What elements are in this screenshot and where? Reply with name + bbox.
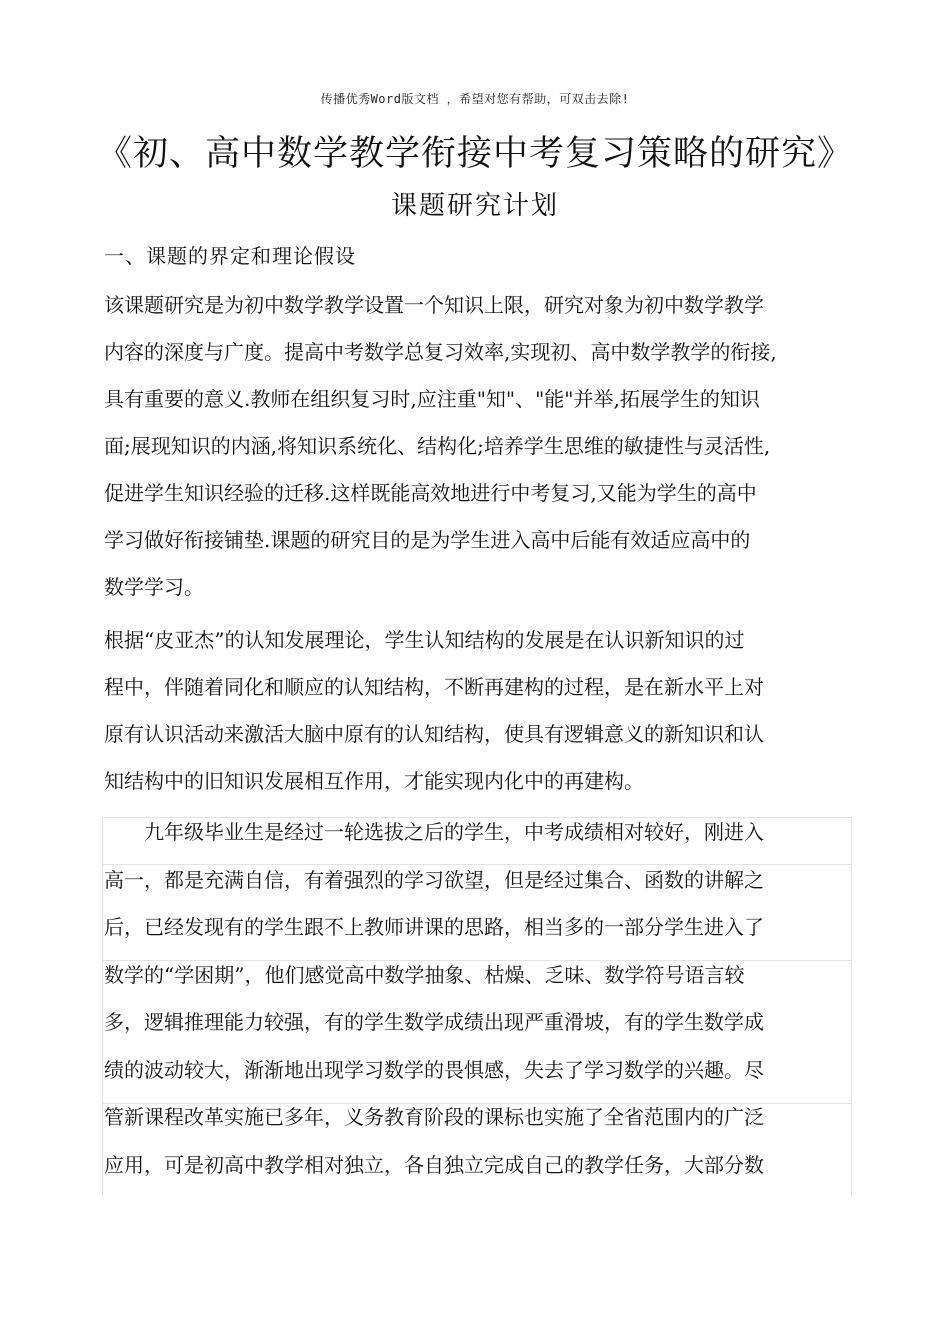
paragraph-2 [104, 625, 854, 813]
paragraph-line: 九年级毕业生是经过一轮选拔之后的学生，中考成绩相对较好，刚进入 [104, 820, 764, 844]
paragraph-3 [104, 817, 854, 1197]
paragraph-1 [104, 290, 854, 619]
paragraph-line: 学习做好衔接铺垫.课题的研究目的是为学生进入高中后能有效适应高中的 [104, 528, 751, 552]
paragraph-line: 促进学生知识经验的迁移.这样既能高效地进行中考复习,又能为学生的高中 [104, 481, 757, 505]
paragraph-line: 程中，伴随着同化和顺应的认知结构，不断再建构的过程，是在新水平上对 [104, 675, 764, 699]
paragraph-line: 知结构中的旧知识发展相互作用，才能实现内化中的再建构。 [104, 769, 644, 793]
paragraph-line: 面;展现知识的内涵,将知识系统化、结构化;培养学生思维的敏捷性与灵活性, [104, 434, 771, 458]
paragraph-line: 原有认识活动来激活大脑中原有的认知结构，使具有逻辑意义的新知识和认 [104, 722, 764, 746]
paragraph-line: 根据“皮亚杰”的认知发展理论，学生认知结构的发展是在认识新知识的过 [104, 628, 745, 652]
paragraph-line: 数学的“学困期”，他们感觉高中数学抽象、枯燥、乏味、数学符号语言较 [104, 962, 745, 987]
document-subtitle: 课题研究计划 [390, 191, 559, 221]
section-heading: 一、课题的界定和理论假设 [104, 244, 356, 268]
document-title: 《初、高中数学教学衔接中考复习策略的研究》 [96, 134, 853, 174]
paragraph-line: 高一，都是充满自信，有着强烈的学习欲望，但是经过集合、函数的讲解之 [104, 867, 764, 892]
paragraph-line: 数学学习。 [104, 575, 204, 599]
header-note: 传播优秀Word版文档 ，希望对您有帮助，可双击去除! [320, 92, 630, 106]
paragraph-line: 具有重要的意义.教师在组织复习时,应注重"知"、"能"并举,拓展学生的知识 [104, 387, 760, 411]
paragraph-line: 绩的波动较大，渐渐地出现学习数学的畏惧感，失去了学习数学的兴趣。尽 [104, 1057, 764, 1082]
paragraph-line: 多，逻辑推理能力较强，有的学生数学成绩出现严重滑坡，有的学生数学成 [104, 1010, 764, 1034]
paragraph-line: 后，已经发现有的学生跟不上教师讲课的思路，相当多的一部分学生进入了 [104, 915, 764, 939]
paragraph-line: 该课题研究是为初中数学教学设置一个知识上限，研究对象为初中数学教学 [104, 293, 764, 317]
paragraph-line: 管新课程改革实施已多年，义务教育阶段的课标也实施了全省范围内的广泛 [104, 1105, 764, 1129]
paragraph-line: 应用，可是初高中教学相对独立，各自独立完成自己的教学任务，大部分数 [104, 1152, 764, 1177]
paragraph-line: 内容的深度与广度。提高中考数学总复习效率,实现初、高中数学教学的衔接, [104, 340, 777, 364]
